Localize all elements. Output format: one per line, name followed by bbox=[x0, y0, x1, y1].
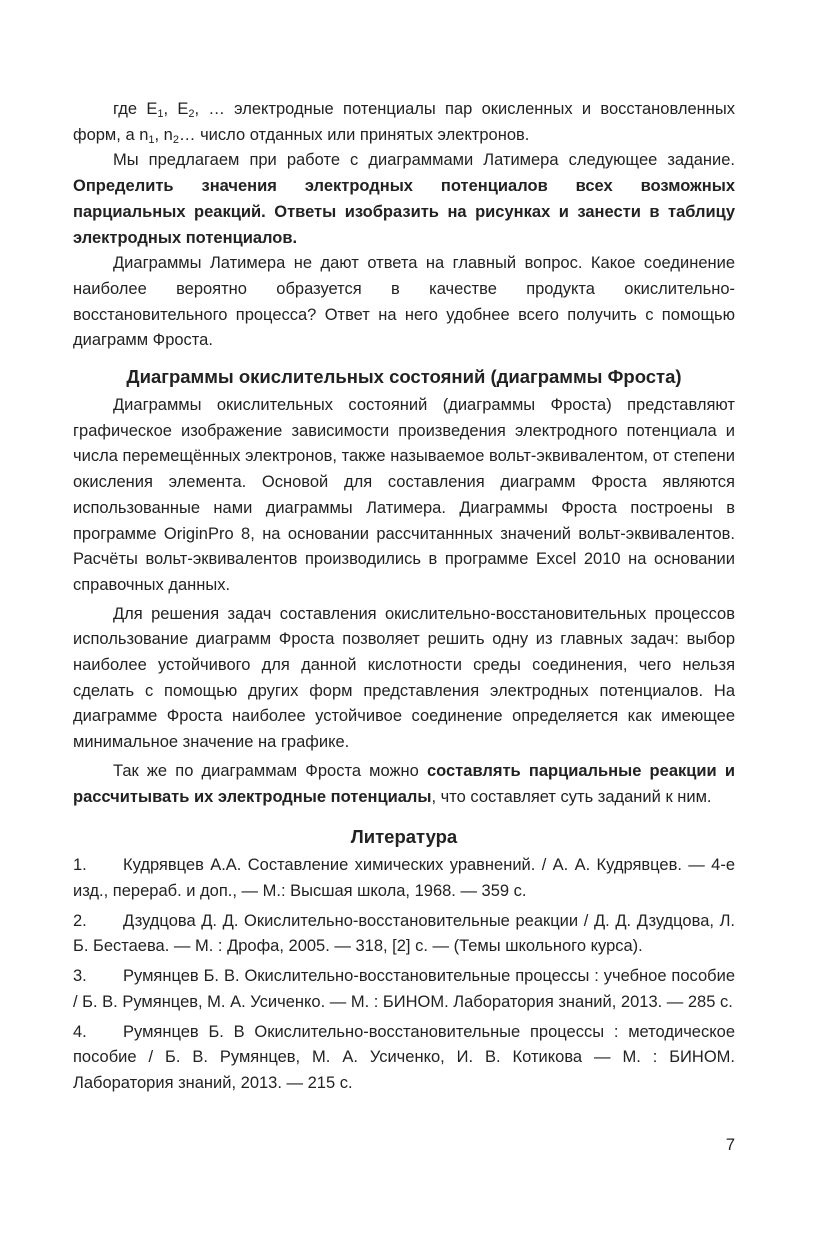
text-run: Так же по диаграммам Фроста можно bbox=[113, 761, 427, 780]
subscript: 2 bbox=[172, 133, 179, 146]
reference-number: 4. bbox=[73, 1022, 87, 1041]
paragraph-partial-reactions bbox=[73, 759, 735, 810]
page-number: 7 bbox=[725, 1136, 735, 1154]
reference-text: Дзудцова Д. Д. Окислительно-восстановительные реакции / Д. Д. Дзудцова, Л. Б. Бестаева. — М. : Дрофа, 2005. — 318, [2] с. — (Темы школьного курса). bbox=[73, 911, 735, 956]
reference-number: 1. bbox=[73, 856, 87, 875]
reference-text: Румянцев Б. В Окислительно-восстановительные процессы : методическое пособие / Б. В. Румянцев, М. А. Усиченко, И. В. Котикова — М. : БИНОМ. Лаборатория знаний, 2013. — 215 с. bbox=[73, 1022, 735, 1092]
reference-item bbox=[73, 1020, 735, 1097]
text-run: , n bbox=[154, 125, 173, 144]
subscript: 1 bbox=[148, 133, 155, 146]
subscript: 1 bbox=[157, 108, 164, 120]
text-run: где E bbox=[113, 100, 158, 118]
reference-item bbox=[73, 964, 735, 1015]
reference-text: Румянцев Б. В. Окислительно-восстановительные процессы : учебное пособие / Б. В. Румянцев, М. А. Усиченко. — М. : БИНОМ. Лаборатория знаний, 2013. — 285 с. bbox=[73, 967, 735, 1011]
paragraph-potentials-definition bbox=[73, 97, 735, 148]
reference-number: 3. bbox=[73, 967, 87, 986]
section-title: Диаграммы окислительных состояний (диаграммы Фроста) bbox=[126, 366, 682, 388]
subscript: 2 bbox=[188, 108, 195, 120]
paragraph-frost-usage: Для решения задач составления окислительно-восстановительных процессов использование диаграмм Фроста позволяет решить одну из главных задач: выбор наиболее устойчивого для данной кислотности среды соединения, чего нельзя сделать с помощью других форм представления электродных потенциалов. На диаграмме Фроста наиболее устойчивое соединение определяется как имеющее минимальное значение на графике. bbox=[73, 604, 735, 752]
bold-text: составлять парциальные реакции и рассчитывать их электродные потенциалы bbox=[73, 761, 735, 806]
text-run: Мы предлагаем при работе с диаграммами Латимера следующее задание. bbox=[113, 151, 735, 170]
text-run: … число отданных или принятых электронов. bbox=[179, 125, 530, 144]
reference-text: Кудрявцев А.А. Составление химических уравнений. / А. А. Кудрявцев. — 4-е изд., перераб. и доп., — М.: Высшая школа, 1968. — 359 с. bbox=[73, 856, 735, 900]
paragraph-latimer-question: Диаграммы Латимера не дают ответа на главный вопрос. Какое соединение наиболее вероятно образуется в качестве продукта окислительно-восстановительного процесса? Ответ на него удобнее всего получить с помощью диаграмм Фроста. bbox=[73, 254, 735, 350]
reference-item bbox=[73, 853, 735, 904]
paragraph-task bbox=[73, 148, 735, 251]
text-run: , E bbox=[163, 100, 189, 118]
reference-number: 2. bbox=[73, 911, 87, 930]
paragraph-frost-description: Диаграммы окислительных состояний (диаграммы Фроста) представляют графическое изображение зависимости произведения электродного потенциала и числа перемещённых электронов, также называемое вольт-эквивалентом, от степени окисления элемента. Основой для составления диаграмм Фроста являются использованные нами диаграммы Латимера. Диаграммы Фроста построены в программе OriginPro 8, на основании рассчитаннных значений вольт-эквивалентов. Расчёты вольт-эквивалентов производились в программе Excel 2010 на основании справочных данных. bbox=[73, 396, 735, 594]
text-run: , что составляет суть заданий к ним. bbox=[431, 787, 712, 806]
page-content bbox=[73, 97, 735, 1097]
task-bold-text: Определить значения электродных потенциалов всех возможных парциальных реакций. Ответы изобразить на рисунках и занести в таблицу электродных потенциалов. bbox=[73, 177, 735, 247]
text-run: , … электродные потенциалы пар окисленных и восстановленных форм, а n bbox=[73, 100, 735, 144]
literature-title: Литература bbox=[350, 826, 458, 848]
reference-item bbox=[73, 909, 735, 960]
